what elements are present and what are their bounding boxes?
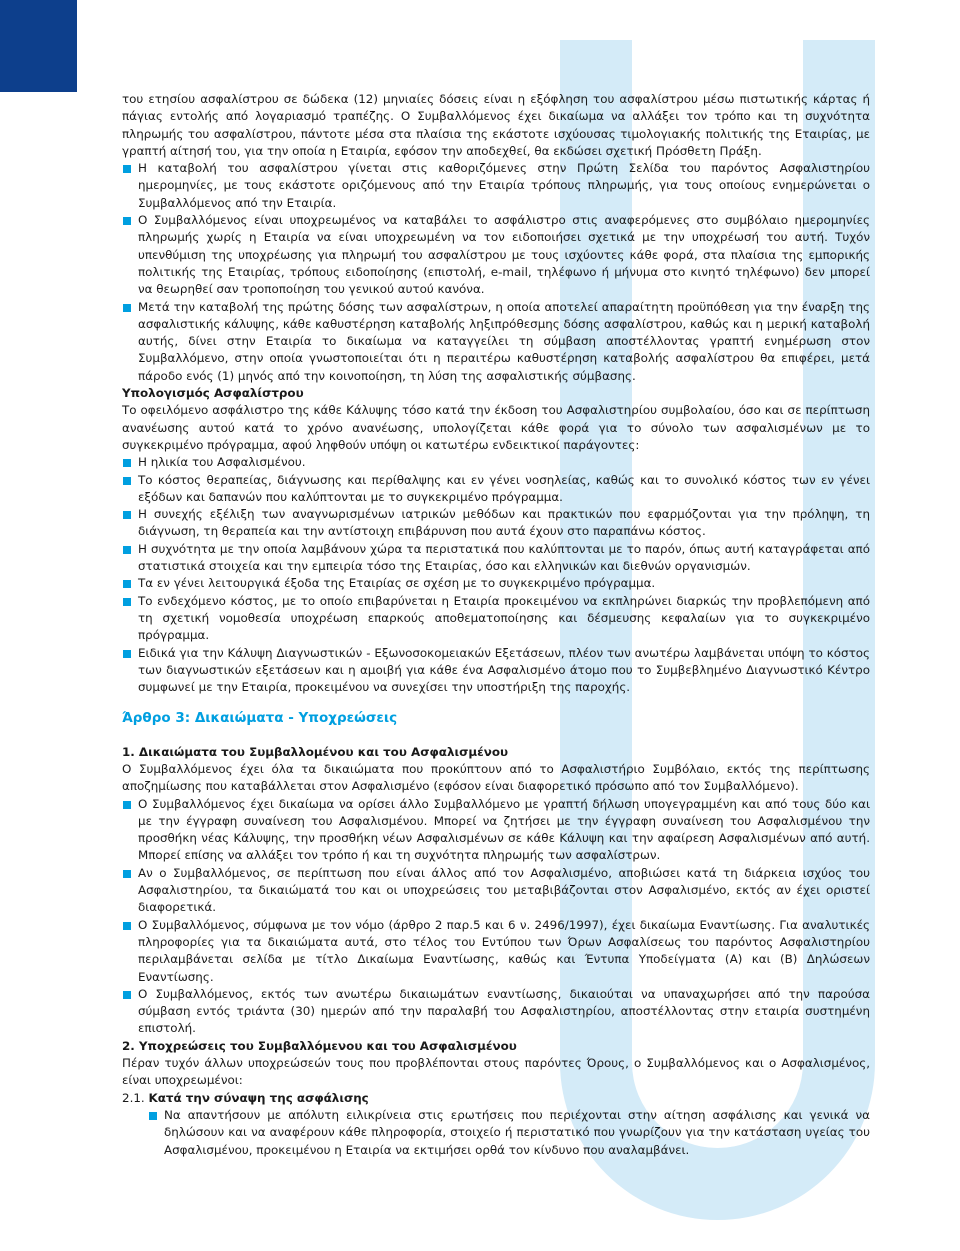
list-item: Ο Συμβαλλόμενος είναι υποχρεωμένος να καταβάλει το ασφάλιστρο στις αναφερόμενες στο συμβόλαιο ημερομηνίες πληρωμής χωρίς η Εταιρία να είναι υποχρεωμένη να τον ειδοποιήσει σχετικά με την υποχρέωσή του αυτή. Τυχόν υπενθύμιση της υποχρέωσης για πληρωμή του ασφαλίστρου με τους ισχύοντες κάθε φορά, στα πλαίσια της εμπορικής πολιτικής της Εταιρίας, τρόπους ειδοποίησης (επιστολή, e-mail, τηλέφωνο ή μήνυμα στο κινητό τηλέφωνο) δεν μπορεί να θεωρηθεί σαν τροποποίηση του γενικού αυτού κανόνα.	[122, 212, 870, 298]
subsection-title: Κατά την σύναψη της ασφάλισης	[148, 1090, 369, 1105]
document-body	[122, 91, 870, 1159]
list-item: Η ηλικία του Ασφαλισμένου.	[122, 454, 870, 471]
list-item: Να απαντήσουν με απόλυτη ειλικρίνεια στις ερωτήσεις που περιέχονται στην αίτηση ασφάλισης και γενικά να δηλώσουν και να αναφέρουν κάθε πληροφορία, στοιχείο ή περιστατικό που γνωρίζουν για την κατάσταση υγείας του Ασφαλισμένου, προκειμένου η Εταιρία να εκτιμήσει ορθά τον κίνδυνο που αναλαμβάνει.	[122, 1107, 870, 1159]
list-item: Ο Συμβαλλόμενος έχει δικαίωμα να ορίσει άλλο Συμβαλλόμενο με γραπτή δήλωση υπογεγραμμένη και από τους δύο και με την έγγραφη συναίνεση του Ασφαλισμένου. Μπορεί να ζητήσει με την έγγραφη συναίνεση του Ασφαλισμένου την προσθήκη νέας Κάλυψης, την προσθήκη νέων Ασφαλισμένων σε κάθε Κάλυψη και την αφαίρεση Ασφαλισμένων από αυτή. Μπορεί επίσης να αλλάξει τον τρόπο ή και τη συχνότητα πληρωμής των ασφαλίστρων.	[122, 796, 870, 865]
paragraph: του ετησίου ασφαλίστρου σε δώδεκα (12) μηνιαίες δόσεις είναι η εξόφληση του ασφαλίστρου μέσω πιστωτικής κάρτας ή πάγιας εντολής από λογαριασμό τραπέζης. Ο Συμβαλλόμενος έχει δικαίωμα να αλλάξει τον τρόπο και τη συχνότητα πληρωμής του ασφαλίστρου, πάντοτε μέσα στα πλαίσια της εκάστοτε ισχύουσας τιμολογιακής πολιτικής της Εταιρίας, με γραπτή αίτησή του, για την οποία η Εταιρία, εφόσον την αποδεχθεί, θα εκδώσει σχετική Πρόσθετη Πράξη.	[122, 92, 870, 158]
list-item: Ο Συμβαλλόμενος, εκτός των ανωτέρω δικαιωμάτων εναντίωσης, δικαιούται να υπαναχωρήσει από την παρούσα σύμβαση εντός τριάντα (30) ημερών από την παραλαβή του Ασφαλιστηρίου, αποστέλλοντας στην εταιρία συστημένη επιστολή.	[122, 986, 870, 1038]
list-item: Η συνεχής εξέλιξη των αναγνωρισμένων ιατρικών μεθόδων και πρακτικών που εφαρμόζονται για την πρόληψη, τη διάγνωση, τη θεραπεία και την αντίστοιχη επιβάρυνση που αυτά έχουν στο παραπάνω κόστος.	[122, 506, 870, 541]
article-title: Άρθρο 3: Δικαιώματα - Υποχρεώσεις	[122, 710, 398, 727]
paragraph: Πέραν τυχόν άλλων υποχρεώσεών τους που προβλέπονται στους παρόντες Όρους, ο Συμβαλλόμενος και ο Ασφαλισμένος, είναι υποχρεωμένοι:	[122, 1056, 870, 1088]
corner-block	[0, 0, 77, 92]
section-heading: 1. Δικαιώματα του Συμβαλλομένου και του Ασφαλισμένου	[122, 744, 509, 759]
paragraph: Ο Συμβαλλόμενος έχει όλα τα δικαιώματα που προκύπτουν από το Ασφαλιστήριο Συμβόλαιο, εκτός της περίπτωσης αποζημίωσης που καταβάλλεται στον Ασφαλισμένο (εφόσον είναι διαφορετικό πρόσωπο από τον Συμβαλλόμενο).	[122, 761, 870, 794]
list-item: Ο Συμβαλλόμενος, σύμφωνα με τον νόμο (άρθρο 2 παρ.5 και 6 ν. 2496/1997), έχει δικαίωμα Εναντίωσης. Για αναλυτικές πληροφορίες για τα δικαιώματα αυτά, στο τέλος του Εντύπου των Όρων Ασφαλίσεως του παρόντος Ασφαλιστηρίου περιλαμβάνεται σελίδα με τίτλο Δικαίωμα Εναντίωσης, καθώς και Έντυπα Υποδείγματα (Α) και (Β) Δηλώσεων Εναντίωσης.	[122, 917, 870, 986]
section-heading: Υπολογισμός Ασφαλίστρου	[122, 386, 304, 401]
list-item: Τα εν γένει λειτουργικά έξοδα της Εταιρίας σε σχέση με το συγκεκριμένο πρόγραμμα.	[122, 575, 870, 592]
subsection-number: 2.1.	[122, 1090, 145, 1105]
list-item: Η συχνότητα με την οποία λαμβάνουν χώρα τα περιστατικά που καλύπτονται με το παρόν, όπως αυτή καταγράφεται από στατιστικά στοιχεία και την εμπειρία τόσο της Εταιρίας, όσο και ελληνικών και διεθνών οργανισμών.	[122, 541, 870, 576]
list-item: Ειδικά για την Κάλυψη Διαγνωστικών - Εξωνοσοκομειακών Εξετάσεων, πλέον των ανωτέρω λαμβάνεται υπόψη το κόστος των διαγνωστικών εξετάσεων και η αμοιβή για κάθε ένα Ασφαλισμένο άτομο που το Συμβεβλημένο Διαγνωστικό Κέντρο συμφωνεί με την Εταιρία, προκειμένου να συνεχίσει την υποστήριξη της παροχής.	[122, 645, 870, 697]
section-heading: 2. Υποχρεώσεις του Συμβαλλόμενου και του Ασφαλισμένου	[122, 1038, 517, 1053]
list-item: Αν ο Συμβαλλόμενος, σε περίπτωση που είναι άλλος από τον Ασφαλισμένο, αποβιώσει κατά τη διάρκεια ισχύος του Ασφαλιστηρίου, τα δικαιώματά του και οι υποχρεώσεις του μεταβιβάζονται στον Ασφαλισμένο, εκτός αν έχει οριστεί διαφορετικά.	[122, 865, 870, 917]
list-item: Μετά την καταβολή της πρώτης δόσης των ασφαλίστρων, η οποία αποτελεί απαραίτητη προϋπόθεση για την έναρξη της ασφαλιστικής κάλυψης, κάθε καθυστέρηση καταβολής ληξιπρόθεσμης δόσης ασφαλίστρου, καθώς και η μερική καταβολή αυτής, δίνει στην Εταιρία το δικαίωμα να καταγγείλει τη σύμβαση αποστέλλοντας γραπτή ενημέρωση στον Συμβαλλόμενο, στην οποία γνωστοποιείται ότι η περαιτέρω καθυστέρηση καταβολής ασφαλίστρου θα επιφέρει, μετά πάροδο ενός (1) μηνός από την κοινοποίηση, τη λύση της ασφαλιστικής σύμβασης.	[122, 299, 870, 385]
paragraph: Το οφειλόμενο ασφάλιστρο της κάθε Κάλυψης τόσο κατά την έκδοση του Ασφαλιστηρίου συμβολαίου, όσο και σε περίπτωση ανανέωσης αυτού κατά το χρόνο ανανέωσης, υπολογίζεται κάθε φορά για το σύνολο των ασφαλισμένων με το συγκεκριμένο πρόγραμμα, αφού ληφθούν υπόψη οι κατωτέρω ενδεικτικοί παράγοντες:	[122, 403, 870, 452]
list-item: Η καταβολή του ασφαλίστρου γίνεται στις καθοριζόμενες στην Πρώτη Σελίδα του παρόντος Ασφαλιστηρίου ημερομηνίες, με τους εκάστοτε οριζόμενους από την Εταιρία τρόπους πληρωμής, για τους οποίους ενημερώνεται ο Συμβαλλόμενος από την Εταιρία.	[122, 160, 870, 212]
subsection-heading	[122, 1090, 870, 1107]
list-item: Το κόστος θεραπείας, διάγνωσης και περίθαλψης και εν γένει νοσηλείας, καθώς και το συνολικό κόστος των εν γένει εξόδων και δαπανών που καλύπτονται με το συγκεκριμένο πρόγραμμα.	[122, 472, 870, 507]
list-item: Το ενδεχόμενο κόστος, με το οποίο επιβαρύνεται η Εταιρία προκειμένου να εκπληρώνει διαρκώς την προβλεπόμενη από τη σχετική νομοθεσία υποχρέωση επαρκούς αποθεματοποίησης και δέσμευσης κεφαλαίων για το συγκεκριμένο πρόγραμμα.	[122, 593, 870, 645]
